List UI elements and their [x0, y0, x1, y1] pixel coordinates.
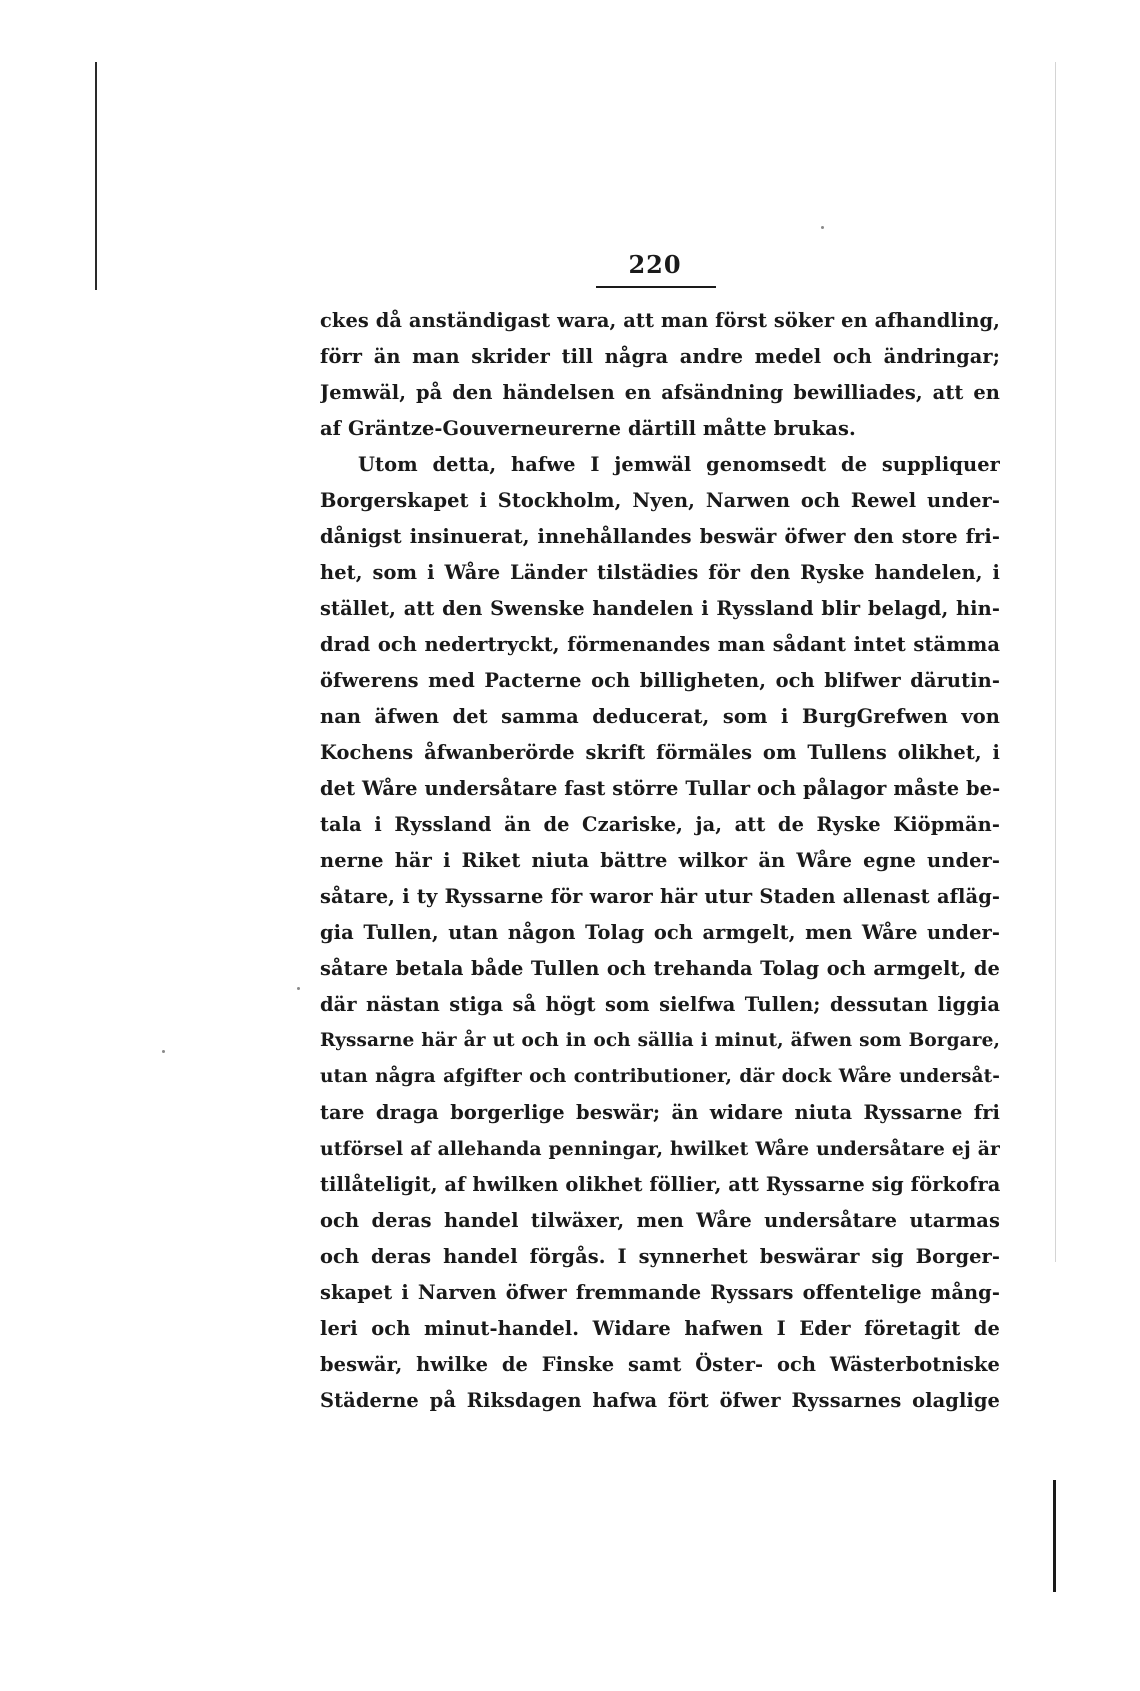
text-line: såtare, i ty Ryssarne för waror här utur Staden allenast afläg-: [320, 885, 1000, 908]
text-line: nan äfwen det samma deducerat, som i BurgGrefwen von: [320, 705, 1000, 728]
text-line: af Gräntze-Gouverneurerne därtill måtte brukas.: [320, 417, 856, 440]
text-line: tare draga borgerlige beswär; än widare niuta Ryssarne fri: [320, 1101, 1000, 1124]
text-line: dånigst insinuerat, innehållandes beswär öfwer den store fri-: [320, 525, 1000, 548]
text-line: gia Tullen, utan någon Tolag och armgelt, men Wåre under-: [320, 921, 1000, 944]
text-line: skapet i Narven öfwer fremmande Ryssars offentelige mång-: [320, 1281, 1000, 1304]
body-text: [320, 303, 1000, 1419]
page-number: 220: [628, 250, 682, 279]
scan-speck: [821, 226, 824, 229]
text-line: utan några afgifter och contributioner, där dock Wåre undersåt-: [320, 1066, 1000, 1087]
text-line: där nästan stiga så högt som sielfwa Tullen; dessutan liggia: [320, 993, 1000, 1016]
text-line: öfwerens med Pacterne och billigheten, och blifwer därutin-: [320, 669, 1000, 692]
text-line: drad och nedertryckt, förmenandes man sådant intet stämma: [320, 633, 1000, 656]
text-line: leri och minut-handel. Widare hafwen I Eder företagit de: [320, 1317, 1000, 1340]
text-line: ckes då anständigast wara, att man först söker en afhandling,: [320, 309, 1000, 332]
text-line: tillåteligit, af hwilken olikhet föllier, att Ryssarne sig förkofra: [320, 1173, 1000, 1196]
text-line: Utom detta, hafwe I jemwäl genomsedt de suppliquer: [358, 453, 1000, 476]
scan-speck: [162, 1050, 165, 1053]
text-line: Jemwäl, på den händelsen en afsändning bewilliades, att en: [320, 381, 1000, 404]
scan-binding-edge-left: [95, 62, 97, 290]
scan-mark-right: [1053, 1480, 1056, 1592]
text-line: det Wåre undersåtare fast större Tullar och pålagor måste be-: [320, 777, 1000, 800]
text-line: och deras handel tilwäxer, men Wåre undersåtare utarmas: [320, 1209, 1000, 1232]
text-line: het, som i Wåre Länder tilstädies för den Ryske handelen, i: [320, 561, 1000, 584]
text-line: utförsel af allehanda penningar, hwilket Wåre undersåtare ej är: [320, 1138, 1000, 1160]
text-line: Städerne på Riksdagen hafwa fört öfwer Ryssarnes olaglige: [320, 1389, 1000, 1412]
text-line: Borgerskapet i Stockholm, Nyen, Narwen och Rewel under-: [320, 489, 1000, 512]
text-line: stället, att den Swenske handelen i Ryssland blir belagd, hin-: [320, 597, 1000, 620]
text-line: tala i Ryssland än de Czariske, ja, att de Ryske Kiöpmän-: [320, 813, 1000, 836]
scan-page-edge-right: [1055, 62, 1056, 1262]
text-line: Ryssarne här år ut och in och sällia i minut, äfwen som Borgare,: [320, 1030, 1000, 1051]
text-line: och deras handel förgås. I synnerhet beswärar sig Borger-: [320, 1245, 1000, 1268]
text-line: såtare betala både Tullen och trehanda Tolag och armgelt, de: [320, 957, 1000, 980]
text-line: nerne här i Riket niuta bättre wilkor än Wåre egne under-: [320, 849, 1000, 872]
text-line: beswär, hwilke de Finske samt Öster- och Wästerbotniske: [320, 1353, 1000, 1376]
text-line: Kochens åfwanberörde skrift förmäles om Tullens olikhet, i: [320, 741, 1000, 764]
header-rule: [596, 286, 716, 288]
scan-speck: [297, 987, 300, 990]
text-line: förr än man skrider till några andre medel och ändringar;: [320, 345, 1000, 368]
